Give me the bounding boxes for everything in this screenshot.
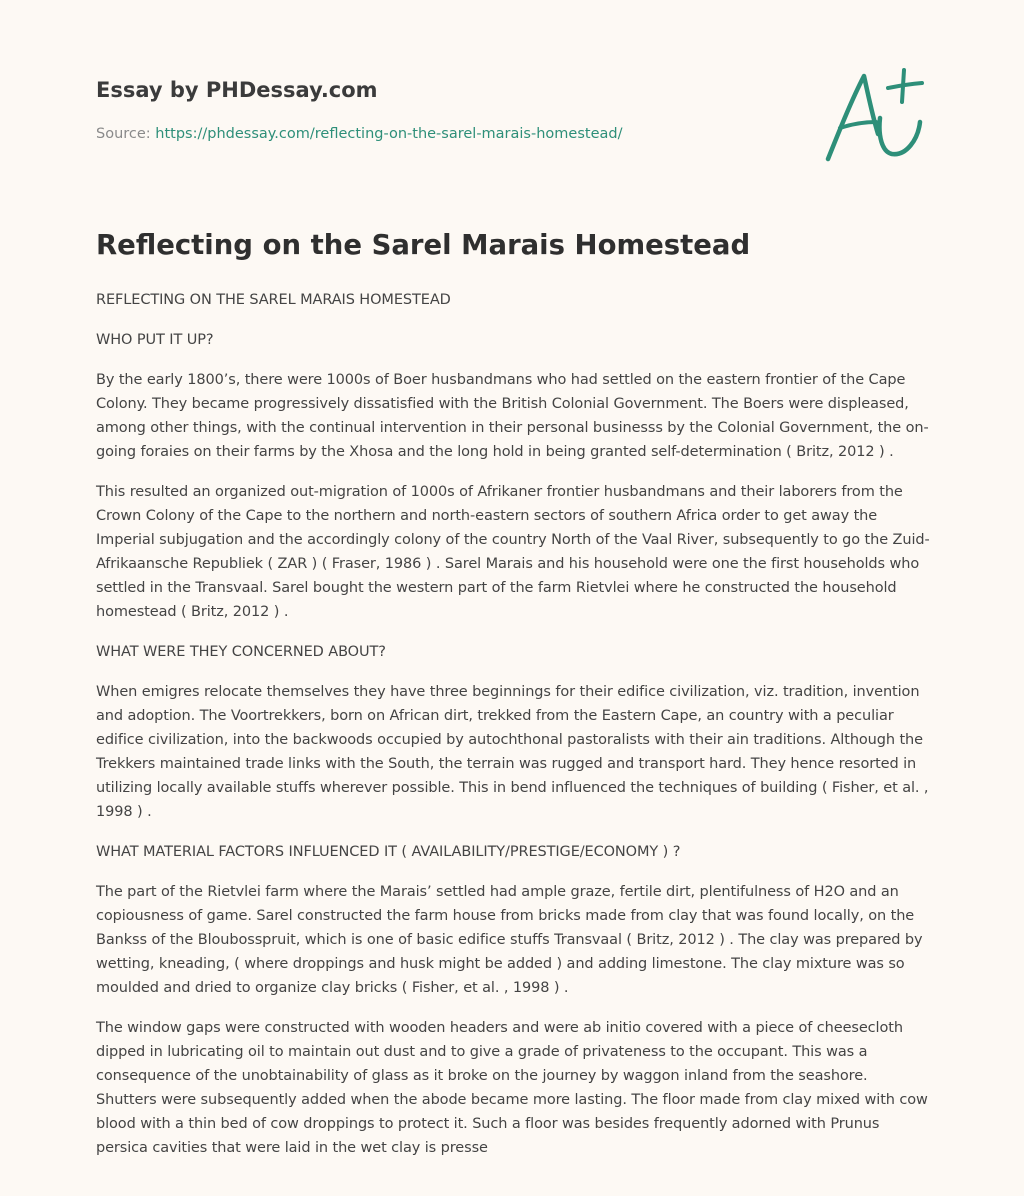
article-title: Reflecting on the Sarel Marais Homestead [96,229,751,261]
brand-title: Essay by PHDessay.com [96,78,378,102]
source-line [96,124,796,144]
section-heading: WHAT MATERIAL FACTORS INFLUENCED IT ( AVAILABILITY/PRESTIGE/ECONOMY ) ? [96,844,681,860]
article-paragraph: REFLECTING ON THE SAREL MARAIS HOMESTEAD [96,292,451,308]
article-paragraph: By the early 1800’s, there were 1000s of Boer husbandmans who had settled on the eastern frontier of the Cape Colony. They became progressively dissatisfied with the British Colonial Government. The Boers were displeased, among other things, with the continual intervention in their personal businesss by the Colonial Government, the on-going foraies on their farms by the Xhosa and the long hold in being granted self-determination ( Britz, 2012 ) . [96,372,929,460]
article [96,226,932,1160]
source-link[interactable]: https://phdessay.com/reflecting-on-the-sarel-marais-homestead/ [155,126,623,142]
article-paragraph: The window gaps were constructed with wooden headers and were ab initio covered with a piece of cheesecloth dipped in lubricating oil to maintain out dust and to give a grade of privateness to the occupant. This was a consequence of the unobtainability of glass as it broke on the journey by waggon inland from the seashore. Shutters were subsequently added when the abode became more lasting. The floor made from clay mixed with cow blood with a thin bed of cow droppings to protect it. Such a floor was besides frequently adorned with Prunus persica cavities that were laid in the wet clay is presse [96,1020,928,1156]
section-heading: WHO PUT IT UP? [96,332,214,348]
article-paragraph: The part of the Rietvlei farm where the Marais’ settled had ample graze, fertile dirt, plentifulness of H2O and an copiousness of game. Sarel constructed the farm house from bricks made from clay that was found locally, on the Bankss of the Bloubosspruit, which is one of basic edifice stuffs Transvaal ( Britz, 2012 ) . The clay was prepared by wetting, kneading, ( where droppings and husk might be added ) and adding limestone. The clay mixture was so moulded and dried to organize clay bricks ( Fisher, et al. , 1998 ) . [96,884,923,996]
source-label: Source: [96,126,151,142]
a-plus-logo-icon [818,64,930,168]
section-heading: WHAT WERE THEY CONCERNED ABOUT? [96,644,386,660]
article-paragraph: When emigres relocate themselves they have three beginnings for their edifice civilization, viz. tradition, invention and adoption. The Voortrekkers, born on African dirt, trekked from the Eastern Cape, an country with a peculiar edifice civilization, into the backwoods occupied by autochthonal pastoralists with their ain traditions. Although the Trekkers maintained trade links with the South, the terrain was rugged and transport hard. They hence resorted in utilizing locally available stuffs wherever possible. This in bend influenced the techniques of building ( Fisher, et al. , 1998 ) . [96,684,929,820]
article-paragraph: This resulted an organized out-migration of 1000s of Afrikaner frontier husbandmans and their laborers from the Crown Colony of the Cape to the northern and north-eastern sectors of southern Africa order to get away the Imperial subjugation and the accordingly colony of the country North of the Vaal River, subsequently to go the Zuid-Afrikaansche Republiek ( ZAR ) ( Fraser, 1986 ) . Sarel Marais and his household were one the first households who settled in the Transvaal. Sarel bought the western part of the farm Rietvlei where he constructed the household homestead ( Britz, 2012 ) . [96,484,930,620]
document-header [96,76,796,144]
